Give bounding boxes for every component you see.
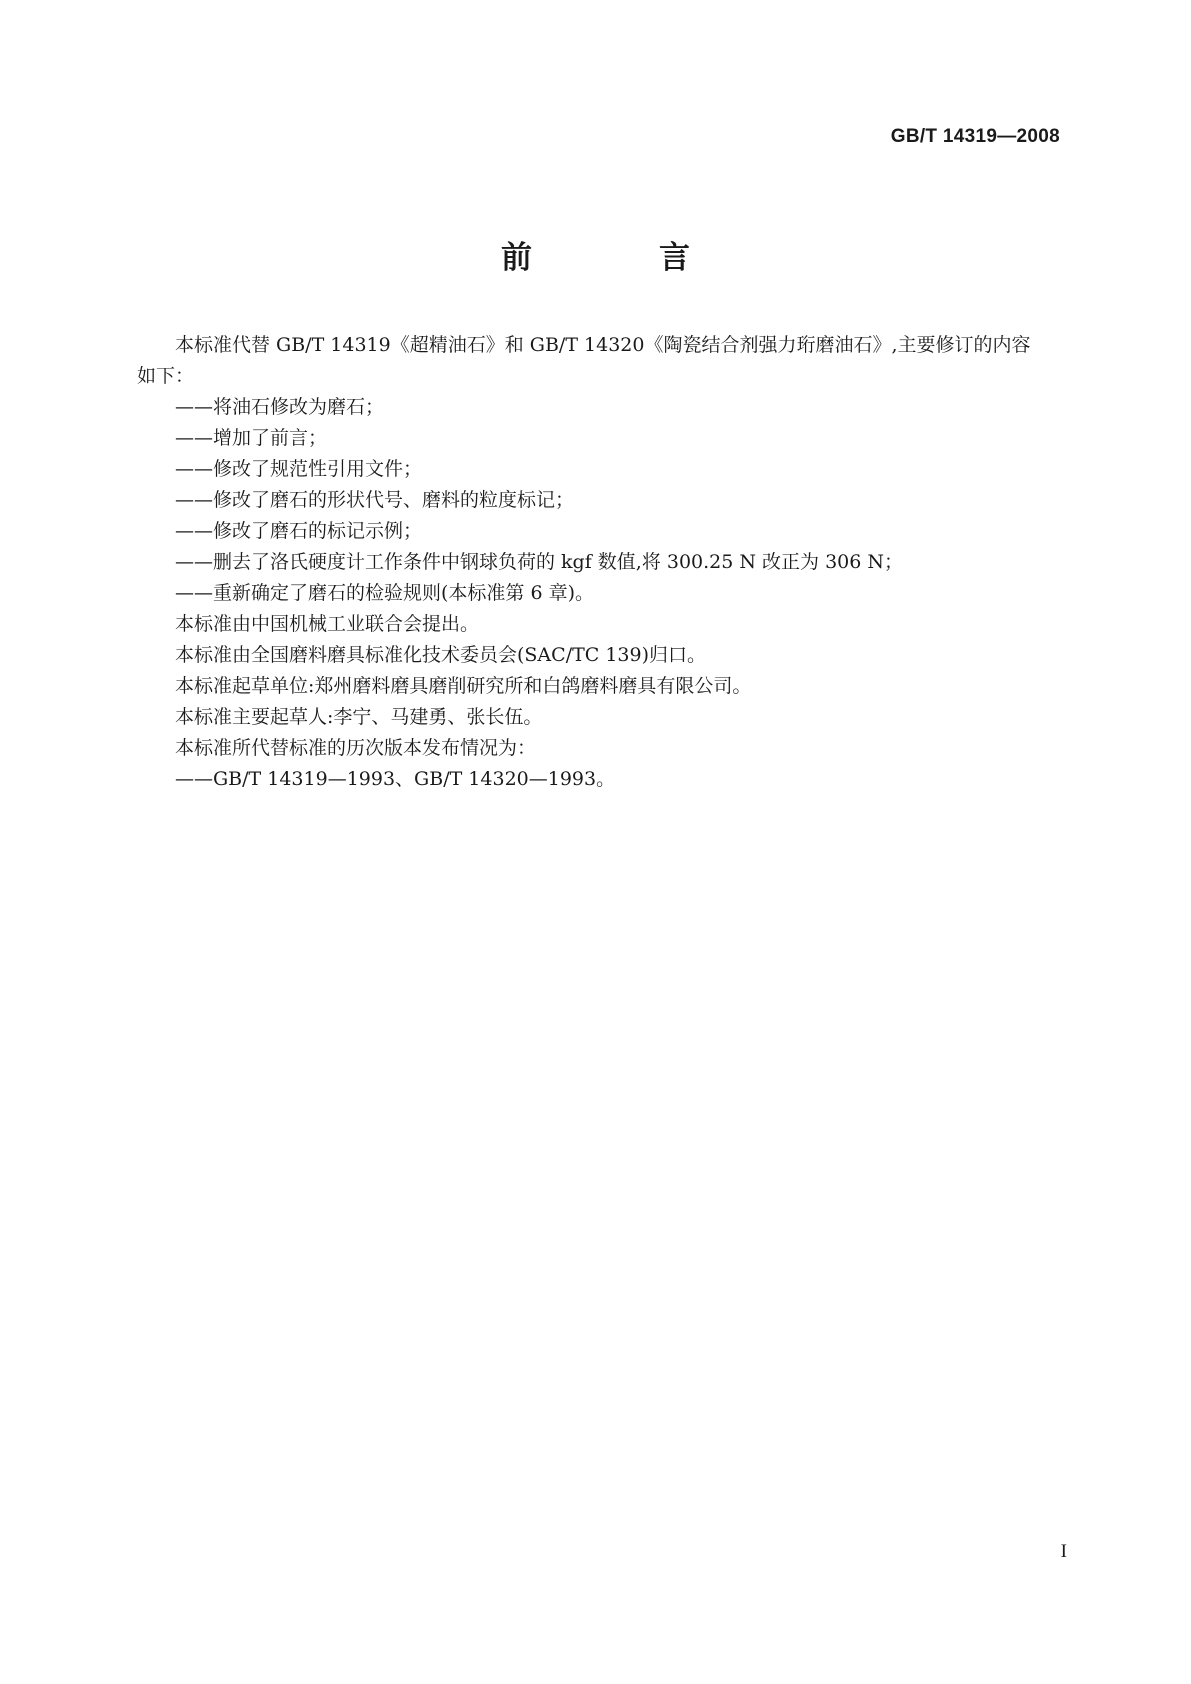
page-number: I (1060, 1541, 1067, 1562)
change-item: ——修改了规范性引用文件； (175, 458, 423, 480)
change-item: ——增加了前言； (175, 427, 328, 449)
intro-paragraph-line-2: 如下： (137, 365, 195, 387)
statement-committee: 本标准由全国磨料磨具标准化技术委员会(SAC/TC 139)归口。 (175, 644, 707, 666)
change-item: ——删去了洛氏硬度计工作条件中钢球负荷的 kgf 数值,将 300.25 N 改正为 306 N； (175, 551, 904, 573)
change-item: ——修改了磨石的形状代号、磨料的粒度标记； (175, 489, 575, 511)
change-item: ——将油石修改为磨石； (175, 396, 385, 418)
standard-number: GB/T 14319—2008 (890, 126, 1060, 147)
intro-paragraph-line-1: 本标准代替 GB/T 14319《超精油石》和 GB/T 14320《陶瓷结合剂强力珩磨油石》,主要修订的内容 (175, 334, 1031, 356)
statement-history-intro: 本标准所代替标准的历次版本发布情况为： (175, 737, 537, 759)
statement-proposer: 本标准由中国机械工业联合会提出。 (175, 613, 480, 635)
change-item: ——重新确定了磨石的检验规则(本标准第 6 章)。 (175, 582, 594, 604)
statement-drafters: 本标准主要起草人:李宁、马建勇、张长伍。 (175, 706, 543, 728)
page-title: 前 言 (501, 240, 738, 276)
statement-drafting-units: 本标准起草单位:郑州磨料磨具磨削研究所和白鸽磨料磨具有限公司。 (175, 675, 752, 697)
foreword-body (137, 330, 1060, 795)
change-item: ——修改了磨石的标记示例； (175, 520, 423, 542)
history-item: ——GB/T 14319—1993、GB/T 14320—1993。 (175, 768, 616, 790)
